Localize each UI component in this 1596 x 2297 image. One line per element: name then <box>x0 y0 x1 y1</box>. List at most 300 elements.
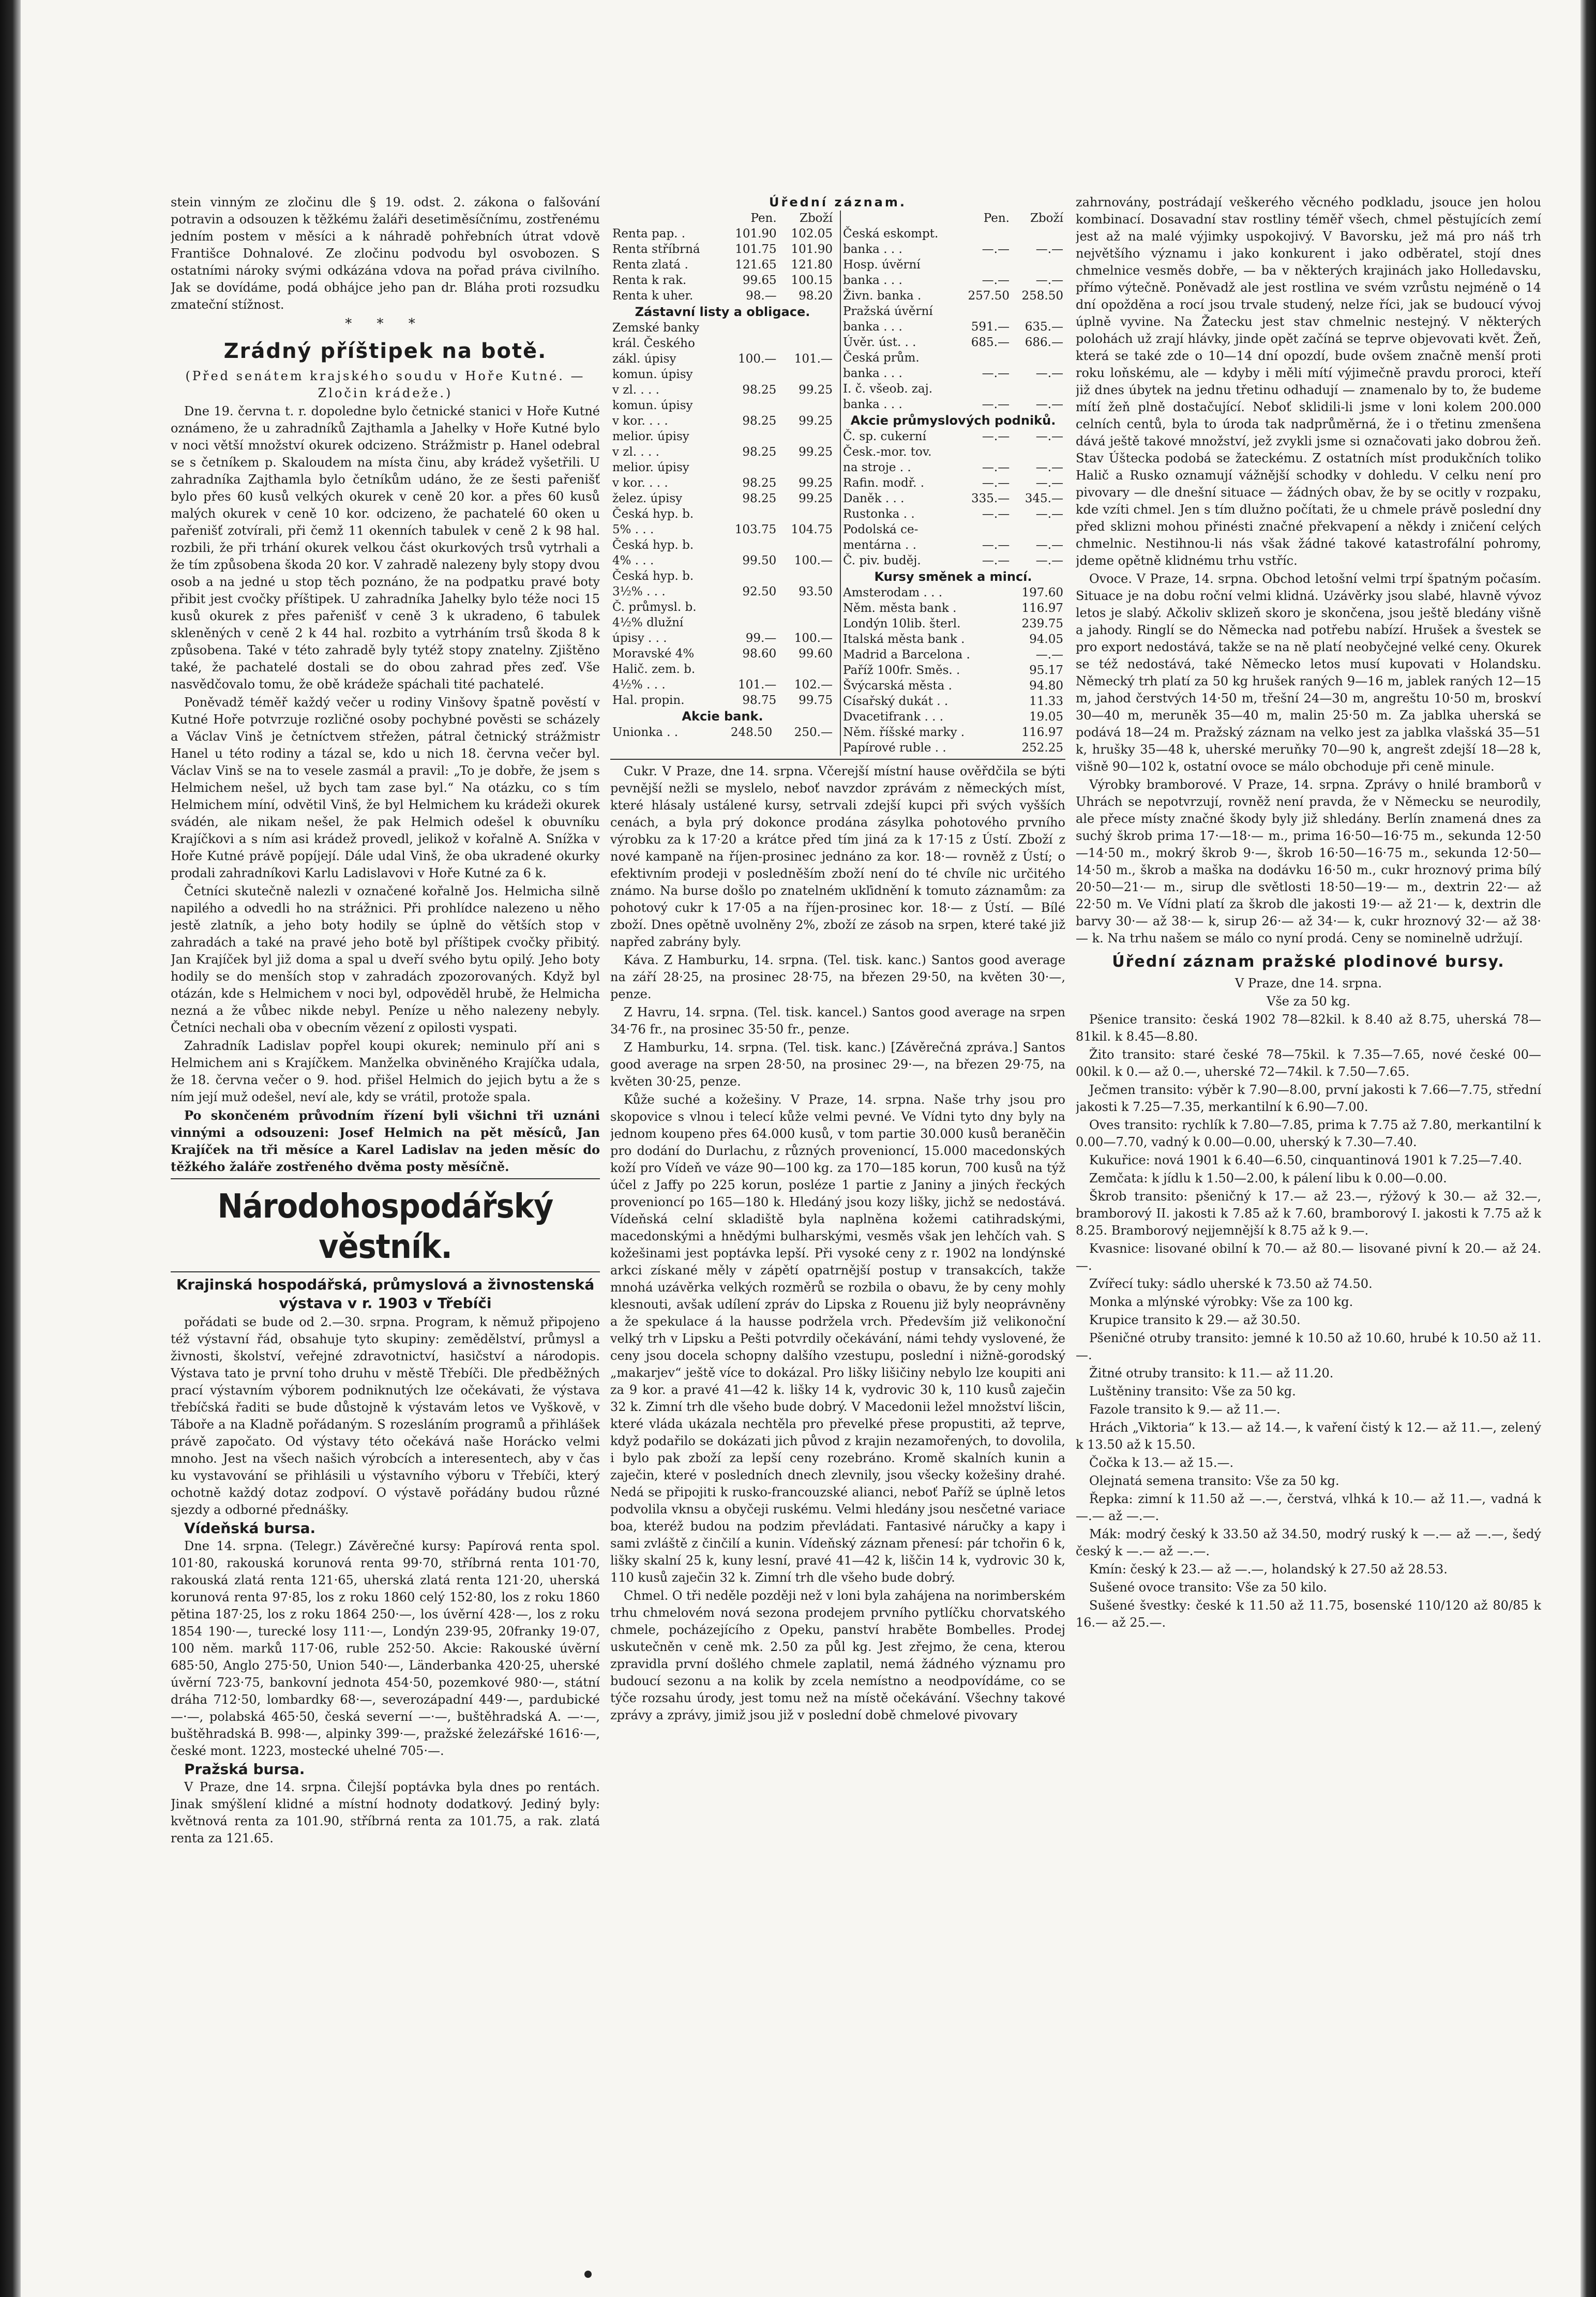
table-cell: 101.90 <box>791 243 833 256</box>
article-paragraph: Dne 19. června t. r. dopoledne bylo četnické stanici v Hoře Kutné oznámeno, že u zahradníků Zajthamla a Jahelky v Hoře Kutné bylo v noci větší množství okurek odcizeno. Strážmistr p. Hanel odebral se s četníkem p. Skaloudem na místa činu, aby krádež vyšetřili. U zahradníka Zajthamla bylo četníkům udáno, že ze šesti pařenišť bylo přes 60 kusů velkých okurek v ceně 20 kor. a přes 60 kusů malých okurek v ceně 10 kor. odcizeno, že pachatelé 60 oken u pařenišť zotvírali, při čemž 11 okenních tabulek v ceně 2 k 98 hal. rozbili, že při trhání okurek velkou část okurkových trsů vytrhali a že tím způsobena škoda 20 kor. V zahradě nalezeny byly stopy dvou osob a na jedné u stop těch poznáno, že na podpatku pravé boty přibit jest cvočky příštipek. U zahradníka Jahelky bylo téže noci 15 kusů okurek z přes pařenišť v ceně 3 k ukradeno, 6 tabulek skleněných v ceně 2 k 44 hal. rozbito a vytrháním trsů škoda 8 k způsobena. Také v této zahradě byly tytéž stopy znatelny. Zjištěno také, že pachatelé dostali se do obou zahrad přes zeď. Vše nasvědčovalo tomu, že obě krádeže spáchali tité pachatelé. <box>171 404 600 692</box>
table-cell: 101.90 <box>735 227 777 241</box>
commodity-entry: Pšenice transito: česká 1902 78—82kil. k 8.40 až 8.75, uherská 78—81kil. k 8.45—8.80. <box>1076 1012 1541 1044</box>
table-row <box>610 568 835 584</box>
table-cell <box>722 662 779 677</box>
table-cell: 101.75 <box>735 243 777 256</box>
table-row <box>841 319 1065 335</box>
page-mark <box>584 2271 592 2278</box>
commodity-entry: Zvířecí tuky: sádlo uherské k 73.50 až 74.50. <box>1089 1277 1373 1291</box>
table-row <box>841 678 1065 694</box>
table-row <box>610 257 835 273</box>
commodity-entry: Kukuřice: nová 1901 k 6.40—6.50, cinquantinová 1901 k 7.25—7.40. <box>1089 1153 1523 1167</box>
table-cell <box>1012 522 1065 537</box>
table-cell: 95.17 <box>1029 664 1063 677</box>
article-paragraph: Kůže suché a kožešiny. V Praze, 14. srpna. Naše trhy jsou pro skopovice s vlnou i telecí kůže velmi pevné. Ve Vídni tyto dny byly na jednom koupeno přes 64.000 kusů, v tom partie 30.000 kusů beraněčin pro dodání do Durlachu, z různých provenioncí, 15.000 macedonských koží pro Vídeň ve váze 90—100 kg. za 170—185 korun, 700 kusů na týž účel z Jaffy po 225 korun, posléze 1 partie z Janiny a jiných řeckých provenioncí po 165—180 k. Hledáný jsou kozy lišky, jichž se nedostává. Vídeňská celní skladiště byla naplněna kožemi catihradskými, macedonskými a hnědými bulharskými, vesměs však jen lehčích vah. S kožešinami jest poptávka lepší. Při vysoké ceny z r. 1902 na londýnské arkci získané měly v zápětí opatrnější postup v transakcích, takže mnohá uzávěrka velkých rozměrů se rozbila o obavu, že by ceny mohly klesnouti, avšak udílení zpráv do Lipska z Rouenu již byly neoprávněny a že spekulace á la hausse podržela vrch. Především již velikonoční velký trh v Lipsku a Pešti potvrdily očekávání, námi tehdy vyslovené, že ceny jsou docela schopny dalšího vzestupu, poslední i nižně-gorodský „makarjev“ ještě více to dokázal. Pro lišky lišičiny nebylo lze koupiti ani za 9 kor. a pravé 41—42 k. lišky 14 k, vydrovic 30 k, 110 kusů zaječin 32 k. Zimní trh dle všeho bude dobrý. V Macedonii ležel množství lišcin, které vláda ukázala nechtěla pro převelké přese propustiti, až teprve, když podařilo se dokázati jich původ z krajin nezamořených, to dovolila, i bylo pak zboží za lepší ceny rozebráno. Kromě skalních kunin a zaječin, které v posledních dnech zlevnily, jsou všecky kožešiny drahé. Nedá se připojiti k rusko-francouzské alianci, neboť Paříž se úplně letos podvolila vknsu a obyčeji ruskému. Velmi hledány jsou nesčetné variace boa, kteréž budou na podzim převládati. Fantasivé náručky a kapy i sami zvláště z činčilí a kunin. Vídeňský záznam přenesí: pár tchořin 6 k, lišky skalní 25 k, kuny lesní, pravé 41—42 k, liščin 14 k, vydrovic 30 k, 110 kusů zaječin 32 k. Zimní trh dle všeho bude dobrý. <box>610 1092 1065 1585</box>
table-cell: banka . . . <box>843 367 902 380</box>
table-row <box>610 615 835 630</box>
table-cell: Č. průmysl. b. <box>612 600 697 614</box>
table-row <box>841 725 1065 740</box>
table-cell: král. Českého <box>612 337 695 350</box>
table-row <box>841 522 1065 537</box>
article-paragraph: Poněvadž téměř každý večer u rodiny Vinšovy špatně pověstí v Kutné Hoře potvrzuje rozličné osoby pochybné pověsti se scházely a Václav Vinš je četníctvem střežen, pátral četnický strážmistr Hanel u této rodiny a tázal se, kdo u nich 18. června večer byl. Václav Vinš se na to vesele zasmál a pravil: „To je dobře, že jsem s Helmichem nešel, už bych tam zase byl.“ Na otázku, co s tím Helmichem míní, odvětil Vinš, že byl Helmichem ku krádeži okurek svádén, ale nikam nešel, že pak Helmich odešel k obuvníku Krajíčkovi a s ním asi krádež provedl, jelikož v kořalně A. Snížka v Hoře Kutné právě popíjejí. Dále udal Vinš, že oba ukradené okurky prodali zahradníkovi Karlu Ladislavovi v Hoře Kutné za 6 k. <box>171 695 600 880</box>
table-row <box>841 632 1065 647</box>
table-row <box>841 694 1065 709</box>
table-cell: Paříž 100fr. Směs. . <box>843 664 960 677</box>
column-2 <box>610 194 1065 2242</box>
table-cell: zákl. úpisy <box>612 352 676 366</box>
table-cell: 3½% . . . <box>612 585 666 598</box>
table-cell: 116.97 <box>1021 726 1063 739</box>
table-row <box>610 226 835 242</box>
table-cell <box>958 226 1012 242</box>
table-row <box>841 444 1065 460</box>
table-cell <box>958 350 1012 366</box>
table-cell: 98.25 <box>742 414 777 428</box>
article-paragraph: V Praze, dne 14. srpna. Čilejší poptávka byla dnes po rentách. Jinak smýšlení klidné a místní hodnoty dodatkový. Jediný byly: květnová renta za 101.90, stříbrná renta za 101.75, a rak. zlatá renta za 121.65. <box>171 1780 600 1845</box>
table-cell: želez. úpisy <box>612 492 683 505</box>
commodity-entry: Řepka: zimní k 11.50 až —.—, čerstvá, vlhká k 10.— až 11.—, vadná k —.— až —.—. <box>1076 1492 1541 1523</box>
table-cell: 101.— <box>794 352 833 366</box>
column-1 <box>171 194 600 2221</box>
table-row <box>610 367 835 382</box>
commodity-entry: Kmín: český k 23.— až —.—, holandský k 27.50 až 28.53. <box>1089 1562 1448 1577</box>
table-cell <box>722 398 779 413</box>
table-cell <box>1012 304 1065 319</box>
table-cell: Renta k rak. <box>612 274 687 287</box>
table-row <box>610 413 835 429</box>
article-heading: Úřední záznam pražské plodinové bursy. <box>1112 953 1505 971</box>
table-cell: Česká hyp. b. <box>612 538 694 552</box>
table-cell: Renta pap. . <box>612 227 686 241</box>
table-row <box>841 226 1065 242</box>
table-cell <box>722 429 779 444</box>
table-row <box>841 288 1065 304</box>
bonds-table <box>610 320 835 708</box>
commodity-entry: Pšeničné otruby transito: jemné k 10.50 až 10.60, hrubé k 10.50 až 11.—. <box>1076 1331 1541 1362</box>
table-cell: —.— <box>1035 461 1063 474</box>
table-cell: —.— <box>1035 430 1063 443</box>
table-cell: 99.25 <box>799 445 833 459</box>
table-cell: komun. úpisy <box>612 368 693 381</box>
table-cell: Renta stříbrná <box>612 243 700 256</box>
table-cell: 5% . . . <box>612 523 654 536</box>
table-cell: —.— <box>982 367 1010 380</box>
table-row <box>610 599 835 615</box>
commodity-entry: Žito transito: staré české 78—75kil. k 7.35—7.65, nové české 00—00kil. k 0.— až 0.—, uherské 72—74kil. k 7.50—7.65. <box>1076 1047 1541 1079</box>
section-rule <box>171 1271 600 1272</box>
table-row <box>610 336 835 351</box>
table-cell: 101.— <box>738 678 777 692</box>
table-row <box>610 444 835 460</box>
table-cell: 116.97 <box>1021 602 1063 615</box>
article-paragraph: Ovoce. V Praze, 14. srpna. Obchod letošní velmi trpí špatným počasím. Situace je na dobu roční velmi klidná. Uzávěrky jsou slabé, hlavně vývoz letos je slabý. Ačkoliv sklizeň skoro je skončena, jsou ještě bledány višně a jahody. Ringlí se do Německa nad potřebu nabízí. Hrušek a švestek se pro export nedostává, takže se na ně platí neobyčejné velké ceny. Okurek se též nedostává, také Německo letos musí kupovati v Holandsku. Německý trh platí za 50 kg hrušek raných 9—16 m, jablek raných 12—15 m, jahod čerstvých 14·50 m, třešní 24—30 m, angreštu 10·50 m, broskví 30—40 m, meruněk 35—40 m, malin 25·50 m. Za jablka uherská se podává 18—24 m. Pražský záznam na velko jest za jablka vlašská 35—51 k, hrušky 35—48 k, uherské meruňky 70—90 k, angrešt zdejší 18—28 k, višně 90—102 k, ostatní ovoce se málo obchoduje při ceně minule. <box>1076 572 1541 774</box>
table-cell <box>722 367 779 382</box>
table-cell: 4½% . . . <box>612 678 666 692</box>
table-cell: Halič. zem. b. <box>612 663 696 676</box>
table-row <box>610 398 835 413</box>
table-row <box>610 537 835 553</box>
table-cell: 685.— <box>971 336 1010 349</box>
table-cell <box>778 367 835 382</box>
table-title: Úřední záznam. <box>769 195 907 209</box>
table-cell <box>722 568 779 584</box>
table-cell: Rafin. modř. . <box>843 476 925 490</box>
table-cell: 99.25 <box>799 492 833 505</box>
table-cell: 99.— <box>745 632 777 645</box>
table-cell <box>778 398 835 413</box>
table-cell: 102.05 <box>791 227 833 241</box>
table-row <box>841 709 1065 725</box>
table-cell <box>722 615 779 630</box>
table-cell: banka . . . <box>843 320 902 334</box>
article-paragraph: pořádati se bude od 2.—30. srpna. Program, k němuž připojeno též výstavní řád, obsahuje tyto skupiny: zemědělství, průmysl a živnosti, školství, veřejné zdravotnictví, hasičství a národopis. Výstava tato je první toho druhu v městě Třebíči. Dle předběžných prací výstavním výborem podniknutých lze očekávati, že výstava třebíčská řaditi se bude důstojně k výstavám letos ve Vyškově, v Táboře a na Kladně pořádaným. S rozesláním programů a přihlášek právě započato. Od výstavy této očekává naše Horácko velmi mnoho. Jest na všech našich výrobcích a interesentech, aby v čas ku vystavování se přihlásili u výstavního výboru v Třebíči, který ochotně každý dotaz zodpoví. O výstavě pořádány budou různé sjezdy a odborné přednášky. <box>171 1315 600 1517</box>
right-table-block <box>840 211 1065 756</box>
table-cell: 99.25 <box>799 476 833 490</box>
table-cell: 258.50 <box>1021 289 1063 303</box>
commodity-entry: Luštěniny transito: Vše za 50 kg. <box>1089 1384 1296 1399</box>
table-title: Akcie bank. <box>682 709 763 724</box>
table-row <box>610 242 835 257</box>
table-row <box>841 273 1065 288</box>
table-cell: Č. sp. cukerní <box>843 430 926 443</box>
table-row <box>610 646 835 662</box>
table-row <box>610 630 835 646</box>
table-cell: Úvěr. úst. . . <box>843 336 916 349</box>
table-row <box>610 320 835 336</box>
commodity-entry: Fazole transito k 9.— až 11.—. <box>1089 1402 1281 1417</box>
section-divider: * * * <box>345 316 426 332</box>
commodity-entry: Mák: modrý český k 33.50 až 34.50, modrý ruský k —.— až —.—, šedý český k —.— až —.—. <box>1076 1527 1541 1558</box>
table-cell: 98.25 <box>742 445 777 459</box>
article-paragraph: Dne 14. srpna. (Telegr.) Závěrečné kursy: Papírová renta spol. 101·80, rakouská korunová renta 99·70, stříbrná renta 101·70, rakouská zlatá renta 121·65, uherská zlatá renta 121·20, uherská korunová renta 97·85, los z roku 1860 celý 152·80, los z roku 1860 pětina 187·25, los z roku 1864 250·—, los úvěrní 428·—, los z roku 1854 190·—, turecké losy 111·—, Londýn 239·95, 20franky 19·07, 100 něm. marků 117·06, ruble 252·50. Akcie: Rakouské úvěrní 685·50, Anglo 275·50, Union 540·—, Länderbanka 420·25, uherské úvěrní 723·75, bankovní jednota 454·50, pozemkové 980·—, státní dráha 712·50, lombardky 68·—, severozápadní 449·—, pardubické —·—, polabská 465·50, česká severní —·—, buštěhradská A. —·—, buštěhradská B. 998·—, alpinky 399·—, pražské železářské 1616·—, české mont. 1223, mostecké uhelné 705·—. <box>171 1539 600 1758</box>
article-paragraph: zahrnovány, postrádají veškerého věcného podkladu, jsouce jen holou kombinací. Dosavadní stav rostliny téměř všech, chmel pěstujících zemí jest až na malé výjimky uspokojivý. V Bavorsku, jež má pro náš trh největšího významu i jako konkurent i jako odběratel, stojí dnes chmelnice vesměs dobře, — ba v některých krajinách jako Holledavsku, přímo výtečně. Poněvadž ale jest rostlina ve svém vzrůstu nejméně o 14 dní opožděna a rocí jsou trvale studený, nelze říci, jak se budoucí vývoj úplně vyvine. Na Žatecku jest stav chmelnic nestejný. V některých polohách už zrají hlávky, jinde opět začíná se teprve objevovati květ. Žeň, která se také zde o 10—14 dní opozdí, bude ovšem značně menší proti roku loňskému, ale — kdyby i měli mítí výjimečně pravdu proroci, kteří již dnes úbytek na jednu třetinu odhadují — znamenalo by to, že budeme mítí žeň plně dostačující. Neboť sklidili-li jsme v loni kolem 200.000 celních centů, byla to úroda tak nadprůměrná, že i o třetinu zmenšena dává ještě takové množství, jež zvykli jsme si označovati jako dobrou žeň. Stav Úštecka podobá se žateckému. Z ostatních míst produkčních toliko Halič a Rusko oznamují vážnější schodky v dohledu. V celku není pro pivovary — dle dnešní situace — žádných obav, že by se ocitly v rozpaku, kde vzíti chmel. Jen s tím dlužno počítati, že u chmele právě poslední dny před sklizni mohou přinésti značné překvapení a někdy i zničení celých chmelnic. Nestihnou-li nás však žádné takové katastrofální pohromy, jdeme opětně klidnému trhu vstříc. <box>1076 195 1541 568</box>
table-header-row <box>841 211 1065 226</box>
column-3 <box>1076 194 1541 2247</box>
table-cell: 99.25 <box>799 414 833 428</box>
table-cell: 92.50 <box>742 585 777 598</box>
table-cell: 98.25 <box>742 492 777 505</box>
table-row <box>610 382 835 398</box>
commodity-entry: Sušené švestky: české k 11.50 až 11.75, bosenské 110/120 až 80/85 k 16.— až 25.—. <box>1076 1598 1541 1630</box>
table-cell: —.— <box>982 430 1010 443</box>
table-cell: —.— <box>1035 367 1063 380</box>
scan-border-right <box>1580 0 1596 2297</box>
article-paragraph: Po skončeném průvodním řízení byli všichni tři uznáni vinnými a odsouzeni: Josef Helmich na pět měsíců, Jan Krajíček na tři měsíce a Karel Ladislav na jeden měsíc do těžkého žaláře zostřeného dvěma posty měsíčně. <box>171 1108 600 1174</box>
table-cell <box>1012 257 1065 273</box>
table-cell: Něm. říšské marky . <box>843 726 965 739</box>
table-title: Akcie průmyslových podniků. <box>850 413 1056 428</box>
table-row <box>610 662 835 677</box>
table-cell: 19.05 <box>1029 710 1063 724</box>
table-header-cell: Pen. <box>750 212 777 225</box>
table-cell: 100.15 <box>791 274 833 287</box>
table-cell: Daněk . . . <box>843 492 905 505</box>
table-cell: 99.75 <box>799 694 833 707</box>
table-cell: 94.05 <box>1029 633 1063 646</box>
article-paragraph: Z Havru, 14. srpna. (Tel. tisk. kancel.) Santos good average na srpen 34·76 fr., na prosinec 35·50 fr., penze. <box>610 1005 1065 1037</box>
table-cell: 248.50 <box>730 726 773 739</box>
table-cell: Renta k uher. <box>612 289 694 303</box>
table-cell: 99.60 <box>799 647 833 660</box>
table-cell: Rustonka . . <box>843 507 915 521</box>
table-cell <box>722 537 779 553</box>
table-cell: Londýn 10lib. šterl. <box>843 617 961 630</box>
table-cell <box>778 662 835 677</box>
table-cell: Česká hyp. b. <box>612 507 694 521</box>
table-cell: 99.50 <box>742 554 777 567</box>
article-paragraph: Z Hamburku, 14. srpna. (Tel. tisk. kanc.) [Závěrečná zpráva.] Santos good average na srpen 28·50, na prosinec 29·—, na březen 29·75, na květen 30·25, penze. <box>610 1040 1065 1089</box>
article-paragraph: Výrobky bramborové. V Praze, 14. srpna. Zprávy o hnilé bramborů v Uhrách se nepotvrzují, rovněž není pravda, že v Německu se neurodily, ale přece místy značné škody byly již shledány. Berlín znamená dnes za suchý škrob prima 17·—18·— m., prima 16·50—16·75 m., sekunda 12·50—14·50 m., mokrý škrob 9·—, škrob 16·50—16·75 m., sekunda 12·50—14·50 m., škrob a maška na dodávku 16·50 m., cukr hroznový prima bílý 20·50—21·— m., sirup dle světlosti 18·50—19·— m., dextrin 22·— až 22·50 m. Ve Vídni platí za škrob dle jakosti 19·— až 21·— k, dextrin dle barvy 30·— až 38·— k, sirup 26·— až 34·— k, cukr hroznový 32·— až 38·— k. Na trhu našem se málo co nyní prodá. Ceny se nominelně udržují. <box>1076 777 1541 945</box>
table-cell: —.— <box>982 554 1010 567</box>
bank-table <box>841 211 1065 412</box>
table-cell <box>778 599 835 615</box>
table-cell: 99.65 <box>742 274 777 287</box>
table-cell: —.— <box>982 398 1010 411</box>
table-row <box>841 429 1065 444</box>
table-cell: —.— <box>1035 274 1063 287</box>
table-cell <box>958 522 1012 537</box>
table-row <box>841 475 1065 491</box>
section-rule <box>171 1178 600 1179</box>
table-row <box>841 585 1065 600</box>
table-row <box>610 273 835 288</box>
table-cell <box>1012 350 1065 366</box>
table-cell: Unionka . . <box>612 726 679 739</box>
table-cell: 11.33 <box>1029 695 1063 708</box>
scan-border-left <box>0 0 21 2297</box>
table-cell <box>1012 381 1065 397</box>
table-title: Zástavní listy a obligace. <box>635 305 810 319</box>
table-cell: —.— <box>1035 554 1063 567</box>
table-cell: Amsterodam . . . <box>843 586 943 599</box>
table-cell: —.— <box>982 274 1010 287</box>
table-row <box>841 350 1065 366</box>
table-cell: melior. úpisy <box>612 430 689 443</box>
table-row <box>841 553 1065 568</box>
table-row <box>610 475 835 491</box>
table-cell: Madrid a Barcelona . <box>843 648 970 662</box>
table-cell: Dvacetifrank . . . <box>843 710 944 724</box>
table-cell: na stroje . . <box>843 461 911 474</box>
article-paragraph: Chmel. O tři neděle později než v loni byla zahájena na norimberském trhu chmelovém nová sezona prodejem prvního pytlíčku chorvatského chmele, pocházejícího z Opeku, panství hraběte Bombelles. Prodej uskutečněn v ceně mk. 2.50 za půl kg. Jest zřejmo, že cena, kterou zpravidla první došlého chmele zaplatil, nemá žádného významu pro budoucí sezonu a na kolik by zcela nemístno a neodpovídáme, co se týče rozsahu úrody, jest tomu než na místě očekávání. Všechny takové zprávy a zprávy, jimiž jsou již v poslední době chmelové pivovary <box>610 1588 1065 1722</box>
table-cell: 345.— <box>1025 492 1063 505</box>
table-cell: —.— <box>982 538 1010 552</box>
section-rule <box>610 759 1065 760</box>
table-cell <box>958 304 1012 319</box>
table-row <box>841 600 1065 616</box>
article-heading: Zrádný příštipek na botě. <box>223 339 547 363</box>
table-row <box>610 429 835 444</box>
commodity-entry: Oves transito: rychlík k 7.80—7.85, prima k 7.75 až 7.80, merkantilní k 0.00—7.70, vadný k 0.00—0.00, uherský k 7.30—7.40. <box>1076 1118 1541 1149</box>
bond-tables <box>610 211 1065 756</box>
table-header-cell <box>610 211 722 226</box>
article-subheading: (Před senátem krajského soudu v Hoře Kutné. — Zločin krádeže.) <box>185 369 585 400</box>
table-cell: 250.— <box>794 726 833 739</box>
table-cell <box>958 444 1012 460</box>
table-cell: Živn. banka . <box>843 289 922 303</box>
table-row <box>610 506 835 522</box>
table-cell <box>778 615 835 630</box>
table-row <box>841 242 1065 257</box>
table-cell: 635.— <box>1025 320 1063 334</box>
table-cell: Něm. města bank . <box>843 602 957 615</box>
table-cell: Hosp. úvěrní <box>843 258 921 272</box>
table-title: Kursy směnek a mincí. <box>874 569 1032 584</box>
table-row <box>841 647 1065 663</box>
exchange-rates-table <box>841 585 1065 756</box>
table-cell: Zemské banky <box>612 321 700 335</box>
table-cell: —.— <box>1035 398 1063 411</box>
table-cell: Moravské 4% <box>612 647 695 660</box>
table-cell <box>778 320 835 336</box>
table-cell: 98.60 <box>742 647 777 660</box>
table-cell: Č. piv. buděj. <box>843 554 921 567</box>
table-header-row <box>610 211 835 226</box>
table-cell: 335.— <box>971 492 1010 505</box>
article-paragraph: Četníci skutečně nalezli v označené kořalně Jos. Helmicha silně napilého a odvedli ho na strážnici. Při prohlídce nalezeno u něho jestě zlatník, a jeho boty hodily se úplně do větších stop v zahradách a také na pravé jeho botě byl příštipek cvočky přibitý. Jan Krajíček byl již doma a spal u dveří svého bytu opilý. Jeho boty hodily se do menších stop v zahradách zpozorovaných. Když byl otázán, kde s Helmichem v noci byl, odpověděl hrubě, že Helmicha nezná a že vůbec nikde nebyl. Peníze u něho nalezeny nebyly. Četníci nechali oba v obecním vězení z opilosti vyspati. <box>171 884 600 1035</box>
table-row <box>841 381 1065 397</box>
table-cell <box>722 506 779 522</box>
table-row <box>610 460 835 475</box>
table-cell <box>722 599 779 615</box>
table-cell: Italská města bank . <box>843 633 965 646</box>
table-row <box>841 335 1065 350</box>
commodity-entry: Kvasnice: lisované obilní k 70.— až 80.— lisované pivní k 20.— až 24.—. <box>1076 1241 1541 1273</box>
rent-table <box>610 211 835 304</box>
table-cell: —.— <box>982 243 1010 256</box>
table-cell: —.— <box>982 476 1010 490</box>
commodity-entry: Monka a mlýnské výrobky: Vše za 100 kg. <box>1089 1295 1353 1309</box>
report-unit: Vše za 50 kg. <box>1267 994 1350 1009</box>
article-paragraph: Zahradník Ladislav popřel koupi okurek; neminulo pří ani s Helmichem ani s Krajíčkem. Manželka obviněného Krajíčka udala, že 18. června večer o 9. hod. přišel Helmich do jejich bytu a že s ním její muž odešel, neví ale, kdy se vrátil, protože spala. <box>171 1039 600 1104</box>
commodity-entry: Zemčata: k jídlu k 1.50—2.00, k pálení libu k 0.00—0.00. <box>1089 1171 1447 1185</box>
table-cell: 104.75 <box>791 523 833 536</box>
table-cell <box>778 568 835 584</box>
table-row <box>610 351 835 367</box>
table-cell: Podolská ce- <box>843 523 919 536</box>
table-cell: Papírové ruble . . <box>843 741 946 755</box>
commodity-entry: Sušené ovoce transito: Vše za 50 kilo. <box>1089 1580 1327 1595</box>
table-cell: úpisy . . . <box>612 632 667 645</box>
table-cell: Česká prům. <box>843 351 920 365</box>
table-cell <box>722 460 779 475</box>
table-cell: 239.75 <box>1021 617 1063 630</box>
table-cell <box>722 320 779 336</box>
table-cell: 4% . . . <box>612 554 654 567</box>
table-cell: banka . . . <box>843 398 902 411</box>
table-cell: v zl. . . . <box>612 445 659 459</box>
table-cell: 686.— <box>1025 336 1063 349</box>
table-cell: Česká eskompt. <box>843 227 939 241</box>
report-date: V Praze, dne 14. srpna. <box>1235 976 1382 990</box>
table-cell: Hal. propin. <box>612 694 685 707</box>
table-row <box>841 397 1065 412</box>
table-row <box>610 693 835 708</box>
table-cell: 98.25 <box>742 476 777 490</box>
table-header-cell: Zboží <box>799 212 833 225</box>
table-row <box>841 304 1065 319</box>
commodity-list <box>1076 1011 1541 1631</box>
table-cell: —.— <box>1035 648 1063 662</box>
table-cell: I. č. všeob. zaj. <box>843 382 933 396</box>
commodity-entry: Škrob transito: pšeničný k 17.— až 23.—, rýžový k 30.— až 32.—, bramborový II. jakosti k 7.85 až k 7.60, bramborový I. jakosti k 7.75 až k 8.25. Bramborový nejjemnější k 8.75 až k 9.—. <box>1076 1189 1541 1238</box>
table-row <box>610 584 835 599</box>
table-cell <box>958 381 1012 397</box>
table-cell: v zl. . . . <box>612 383 659 397</box>
table-row <box>610 522 835 537</box>
table-row <box>841 616 1065 632</box>
table-cell: 98.25 <box>742 383 777 397</box>
table-cell <box>778 429 835 444</box>
table-cell <box>722 336 779 351</box>
table-header-cell <box>841 211 958 226</box>
table-row <box>610 677 835 693</box>
article-heading: Vídeňská bursa. <box>184 1520 316 1537</box>
commodity-entry: Čočka k 13.— až 15.—. <box>1089 1455 1234 1470</box>
table-row <box>841 506 1065 522</box>
table-cell: 100.— <box>738 352 777 366</box>
table-cell: 197.60 <box>1021 586 1063 599</box>
table-cell: melior. úpisy <box>612 461 689 474</box>
left-table-block <box>610 211 835 756</box>
section-title: Národohospodářský věstník. <box>217 1188 553 1266</box>
commodity-entry: Olejnatá semena transito: Vše za 50 kg. <box>1089 1474 1339 1488</box>
industry-shares-table <box>841 429 1065 568</box>
table-cell: —.— <box>1035 476 1063 490</box>
article-paragraph: Cukr. V Praze, dne 14. srpna. Včerejší místní hause ověřdčila se býti pevnější nežli se myslelo, neboť navzdor zprávám z německých míst, které hlásaly ustálené kursy, setrvali zdejší kupci při svých vyšších cenách, a byla prý dokonce prodána zásylka pohotového prvního výrobku za k 17·20 a krátce před tím jiná za k 17·15 z Ústí. Zboží z nové kampaně na říjen-prosinec jednáno za kor. 18·— rovněž z Ústí; o efektivním prodeji v posledněším zboží není do té chvíle nic určitého známo. Na burse došlo po znatelném ukľidnění k tomuto záznamům: za pohotový cukr k 17·05 a na říjen-prosinec kor. 18·— z Ústí. — Bílé zboží. Dnes opětně uvolněny 2%, zboží ze zásob na srpen, které také již napřed zabrány byly. <box>610 764 1065 949</box>
table-cell: 257.50 <box>968 289 1010 303</box>
table-cell: —.— <box>982 461 1010 474</box>
table-cell: 99.25 <box>799 383 833 397</box>
table-cell: 98.75 <box>742 694 777 707</box>
table-cell <box>778 336 835 351</box>
table-row <box>841 740 1065 756</box>
table-cell: banka . . . <box>843 243 902 256</box>
table-cell: 98.— <box>746 289 777 303</box>
table-cell: komun. úpisy <box>612 399 693 412</box>
article-paragraph: Káva. Z Hamburku, 14. srpna. (Tel. tisk. kanc.) Santos good average na září 28·25, na prosinec 28·75, na březen 29·50, na květen 30·—, penze. <box>610 953 1065 1001</box>
table-cell <box>778 460 835 475</box>
table-row <box>610 725 835 740</box>
table-cell: 591.— <box>971 320 1010 334</box>
table-row <box>841 460 1065 475</box>
table-cell: 121.80 <box>791 258 833 272</box>
table-row <box>841 663 1065 678</box>
table-row <box>841 491 1065 506</box>
table-cell: —.— <box>1035 243 1063 256</box>
table-cell: mentárna . . <box>843 538 916 552</box>
table-cell: 4½% dlužní <box>612 616 684 629</box>
article-heading: Pražská bursa. <box>184 1761 305 1778</box>
table-cell: 100.— <box>794 554 833 567</box>
table-cell: Česk.-mor. tov. <box>843 445 932 459</box>
table-cell: 98.20 <box>799 289 833 303</box>
table-cell: Renta zlatá . <box>612 258 688 272</box>
table-cell: Česká hyp. b. <box>612 569 694 583</box>
table-cell <box>1012 226 1065 242</box>
commodity-entry: Hrách „Viktoria“ k 13.— až 14.—, k vaření čistý k 12.— až 11.—, zelený k 13.50 až k 15.50. <box>1076 1420 1541 1452</box>
table-cell: 103.75 <box>734 523 777 536</box>
commodity-entry: Krupice transito k 29.— až 30.50. <box>1089 1313 1301 1327</box>
table-cell <box>958 257 1012 273</box>
table-cell: v kor. . . . <box>612 414 668 428</box>
table-cell: Pražská úvěrní <box>843 305 933 318</box>
table-row <box>841 537 1065 553</box>
table-cell: —.— <box>1035 507 1063 521</box>
table-cell: Švýcarská města . <box>843 679 952 693</box>
table-cell <box>778 506 835 522</box>
table-header-cell: Zboží <box>1030 212 1063 225</box>
